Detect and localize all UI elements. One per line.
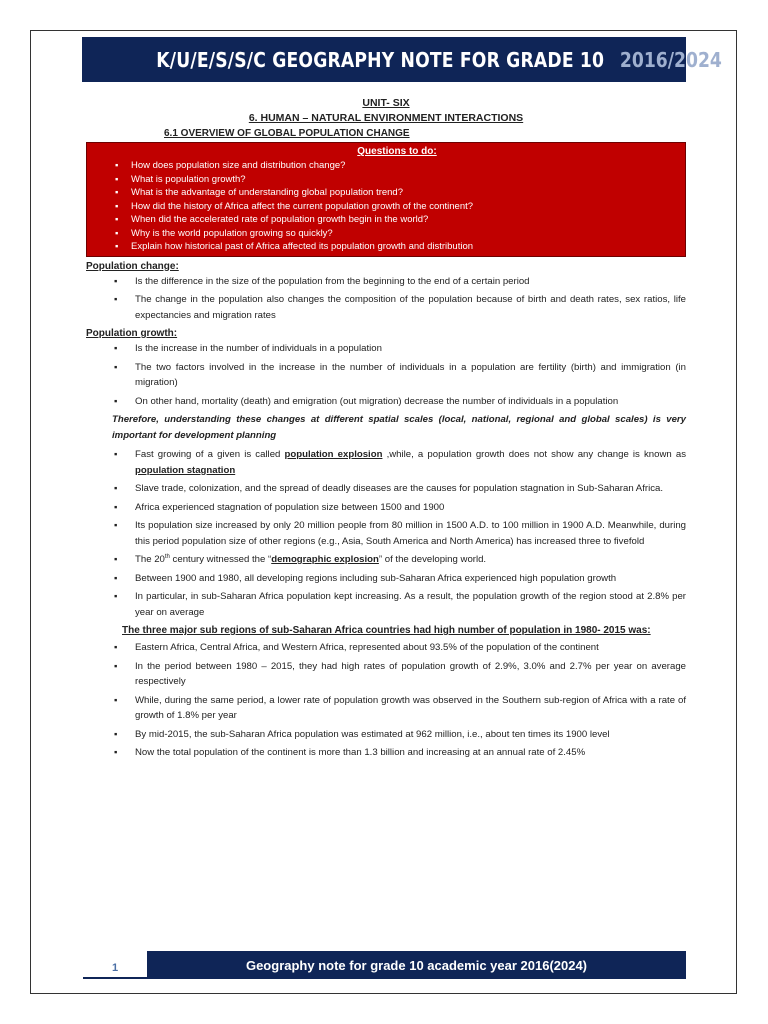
- term-population-stagnation: population stagnation: [135, 464, 236, 476]
- superscript: th: [164, 553, 170, 560]
- question-item: ▪ How does population size and distribution change?: [115, 159, 679, 173]
- list-item: ▪ Africa experienced stagnation of population size between 1500 and 1900: [114, 500, 686, 516]
- question-item: ▪ What is population growth?: [115, 173, 679, 187]
- list-item: ▪ Slave trade, colonization, and the spread of deadly diseases are the causes for population stagnation in Sub-Saharan Africa.: [114, 481, 686, 497]
- text-run: century witnessed the “: [169, 554, 272, 565]
- list-item: ▪ Between 1900 and 1980, all developing regions including sub-Saharan Africa experienced high population growth: [114, 571, 686, 587]
- list-item: ▪ While, during the same period, a lower rate of population growth was observed in the Southern sub-region of Africa with a rate of growth of 1.8% per year: [114, 693, 686, 724]
- list-item: ▪ By mid-2015, the sub-Saharan Africa population was estimated at 962 million, i.e., about ten times its 1900 level: [114, 727, 686, 743]
- page-number: 1: [83, 951, 147, 979]
- page-footer: [83, 951, 686, 979]
- list-item: ▪ Now the total population of the continent is more than 1.3 billion and increasing at an annual rate of 2.45%: [114, 745, 686, 761]
- population-growth-heading: Population growth:: [86, 328, 178, 339]
- page-header: [82, 37, 722, 82]
- list-item: ▪ In particular, in sub-Saharan Africa population kept increasing. As a result, the population growth of the region stood at 2.8% per year on average: [114, 589, 686, 620]
- text-run: ” of the developing world.: [378, 554, 487, 565]
- header-year: 2016/2024: [619, 47, 722, 72]
- question-item: ▪ When did the accelerated rate of population growth begin in the world?: [115, 213, 679, 227]
- list-item: [114, 552, 686, 568]
- questions-box: [86, 142, 686, 257]
- list-item: ▪ The change in the population also changes the composition of the population because of birth and death rates, sex ratios, life expectancies and migration rates: [114, 292, 686, 323]
- text-run: Fast growing of a given is called: [135, 449, 285, 460]
- term-population-explosion: population explosion: [284, 449, 383, 460]
- subregions-heading: The three major sub regions of sub-Saharan Africa countries had high number of population in 1980- 2015 was:: [122, 625, 651, 636]
- population-growth-list: [86, 341, 686, 409]
- population-explosion-list: [86, 447, 686, 620]
- questions-list: [115, 159, 679, 254]
- footer-text: Geography note for grade 10 academic year 2016(2024): [147, 951, 686, 979]
- header-title: K/U/E/S/S/C GEOGRAPHY NOTE FOR GRADE 10: [156, 47, 605, 72]
- question-item: ▪ What is the advantage of understanding global population trend?: [115, 186, 679, 200]
- population-change-list: [86, 274, 686, 324]
- unit-title: UNIT- SIX: [362, 97, 410, 109]
- population-change-heading: Population change:: [86, 260, 179, 272]
- list-item: ▪ Is the increase in the number of individuals in a population: [114, 341, 686, 357]
- list-item: [114, 447, 686, 478]
- document-body: [86, 96, 686, 764]
- question-item: ▪ Explain how historical past of Africa affected its population growth and distribution: [115, 240, 679, 254]
- development-planning-note: Therefore, understanding these changes at different spatial scales (local, national, regional and global scales) is very important for development planning: [112, 414, 686, 441]
- list-item: ▪ The two factors involved in the increase in the number of individuals in a population are fertility (birth) and immigration (in migration): [114, 360, 686, 391]
- question-item: ▪ How did the history of Africa affect the current population growth of the continent?: [115, 200, 679, 214]
- question-item: ▪ Why is the world population growing so quickly?: [115, 227, 679, 241]
- subsection-title: 6.1 OVERVIEW OF GLOBAL POPULATION CHANGE: [164, 128, 410, 139]
- list-item: ▪ Is the difference in the size of the population from the beginning to the end of a certain period: [114, 274, 686, 290]
- term-demographic-explosion: demographic explosion: [271, 554, 379, 565]
- text-run: ,while, a population growth does not show any change is known as: [382, 449, 687, 460]
- list-item: ▪ On other hand, mortality (death) and emigration (out migration) decrease the number of individuals in a population: [114, 394, 686, 410]
- list-item: ▪ Its population size increased by only 20 million people from 80 million in 1500 A.D. to 100 million in 1900 A.D. Meanwhile, during this period population size of other regions (e.g., Asia, South America and North America) has increased three to fivefold: [114, 518, 686, 549]
- section-title: 6. HUMAN – NATURAL ENVIRONMENT INTERACTIONS: [248, 112, 524, 124]
- text-run: The 20: [135, 554, 165, 565]
- list-item: ▪ Eastern Africa, Central Africa, and Western Africa, represented about 93.5% of the population of the continent: [114, 640, 686, 656]
- subregions-list: [86, 640, 686, 761]
- list-item: ▪ In the period between 1980 – 2015, they had high rates of population growth of 2.9%, 3.0% and 2.7% per year on average respectively: [114, 659, 686, 690]
- questions-heading: Questions to do:: [357, 146, 437, 157]
